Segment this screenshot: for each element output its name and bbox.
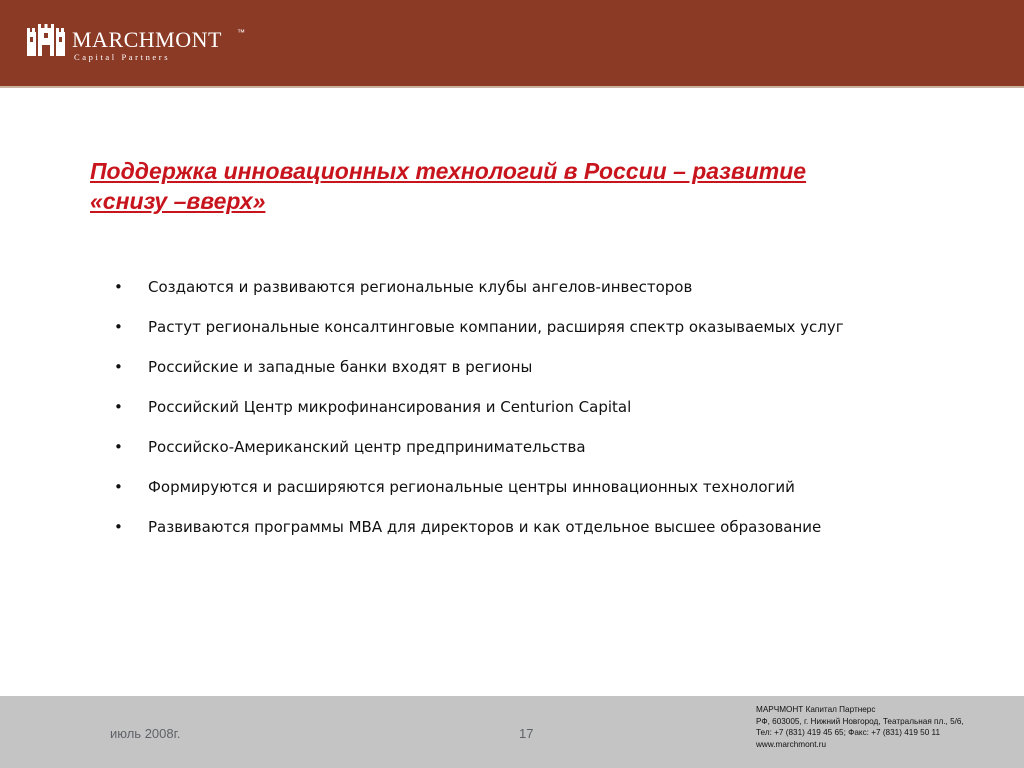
list-item-text: Российские и западные банки входят в регионы [148, 358, 533, 376]
list-item-text: Развиваются программы MBA для директоров и как отдельное высшее образование [148, 518, 822, 536]
list-item-text: Создаются и развиваются региональные клубы ангелов-инвесторов [148, 278, 693, 296]
footer-bar [0, 696, 1024, 768]
list-item [112, 470, 857, 505]
brand-subtitle: Capital Partners [74, 52, 171, 62]
list-item [112, 510, 857, 545]
bullet-icon: • [114, 278, 123, 296]
bullet-icon: • [114, 358, 123, 376]
page-number: 17 [519, 726, 534, 741]
list-item [112, 390, 857, 425]
castle-logo-icon [26, 24, 66, 58]
contact-block [756, 704, 1018, 750]
list-item [112, 310, 857, 345]
list-item [112, 430, 857, 465]
list-item-text: Российско-Американский центр предпринимательства [148, 438, 586, 456]
contact-company: МАРЧМОНТ Капитал Партнерс [756, 705, 876, 714]
list-item-text: Растут региональные консалтинговые компании, расширяя спектр оказываемых услуг [148, 318, 844, 336]
slide-title-line-1: Поддержка инновационных технологий в России – развитие [90, 158, 807, 184]
header-divider [0, 86, 1024, 88]
brand-name: MARCHMONT [72, 27, 222, 52]
bullet-icon: • [114, 478, 123, 496]
bullet-list [112, 270, 857, 550]
bullet-icon: • [114, 438, 123, 456]
marchmont-logo [26, 22, 245, 66]
bullet-icon: • [114, 318, 123, 336]
slide-title-line-2: «снизу –вверх» [90, 188, 266, 214]
footer-date: июль 2008г. [110, 726, 181, 741]
bullet-icon: • [114, 398, 123, 416]
list-item [112, 350, 857, 385]
list-item-text: Формируются и расширяются региональные центры инновационных технологий [148, 478, 795, 496]
slide-title [90, 156, 910, 216]
contact-address: РФ, 603005, г. Нижний Новгород, Театральная пл., 5/6, [756, 716, 964, 726]
contact-website[interactable]: www.marchmont.ru [756, 739, 827, 749]
header-bar [0, 0, 1024, 86]
trademark-symbol: ™ [237, 28, 245, 37]
contact-phones: Тел: +7 (831) 419 45 65; Факс: +7 (831) 419 50 11 [756, 728, 941, 737]
bullet-icon: • [114, 518, 123, 536]
list-item-text: Российский Центр микрофинансирования и Centurion Capital [148, 398, 632, 416]
list-item [112, 270, 857, 305]
